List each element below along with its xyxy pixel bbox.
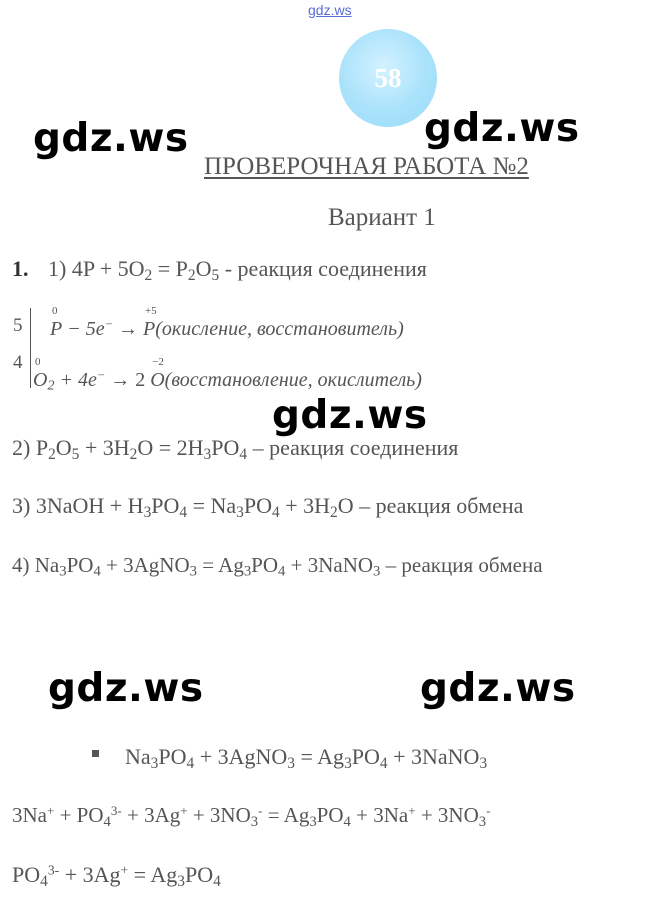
balance-coef-bottom: 4 xyxy=(13,352,23,373)
molecular-equation: $Na_3PO_4$ + 3AgNO$_3$ = $Ag_3PO_4$ + 3NaNO$_3$ xyxy=(125,744,488,772)
page-number: 58 xyxy=(374,62,402,93)
arrow-icon: → xyxy=(110,368,131,391)
short-ionic-equation: $PO_4^{3-} + 3Ag^+ = Ag_3PO_4$ xyxy=(12,862,221,890)
arrow-icon: → xyxy=(117,317,138,340)
equation-1: 1. 1) $4P + 5O_2 = P_2O_5$ - реакция соединения xyxy=(12,256,427,284)
watermark: gdz.ws xyxy=(420,666,576,711)
full-ionic-equation: $3Na^+ + PO_4^{3-} + 3Ag^+ + 3NO_3^- = Ag_3PO_4 + 3Na^+ + 3NO_3^-$ xyxy=(12,803,491,830)
watermark: gdz.ws xyxy=(272,393,428,438)
watermark: gdz.ws xyxy=(33,116,189,161)
variant-heading: Вариант 1 xyxy=(328,204,436,231)
watermark: gdz.ws xyxy=(48,666,204,711)
equation-4: 4) $Na_3PO_4$ + 3AgNO$_3$ = $Ag_3PO_4$ + 3NaNO$_3$ – реакция обмена xyxy=(12,553,543,580)
equation-3: 3) 3NaOH + $H_3PO_4 = Na_3PO_4 + 3H_2O$ – реакция обмена xyxy=(12,493,524,521)
page-title: ПРОВЕРОЧНАЯ РАБОТА №2 xyxy=(204,153,529,180)
equation-2: 2) $P_2O_5 + 3H_2O = 2H_3PO_4$ – реакция соединения xyxy=(12,435,459,463)
balance-coef-top: 5 xyxy=(13,315,23,336)
reduction-half-reaction: 0 $O_2 + 4e^- \to 2$ −2 O(восстановление, окислитель) xyxy=(33,355,422,394)
oxidation-half-reaction: 0 P − 5e− → +5 P(окисление, восстановитель) xyxy=(50,304,404,340)
page-number-badge xyxy=(339,29,437,127)
bullet-icon xyxy=(92,750,99,757)
site-link[interactable]: gdz.ws xyxy=(308,2,352,18)
balance-bracket xyxy=(30,308,31,388)
watermark: gdz.ws xyxy=(424,106,580,151)
task-number: 1. xyxy=(12,256,29,281)
